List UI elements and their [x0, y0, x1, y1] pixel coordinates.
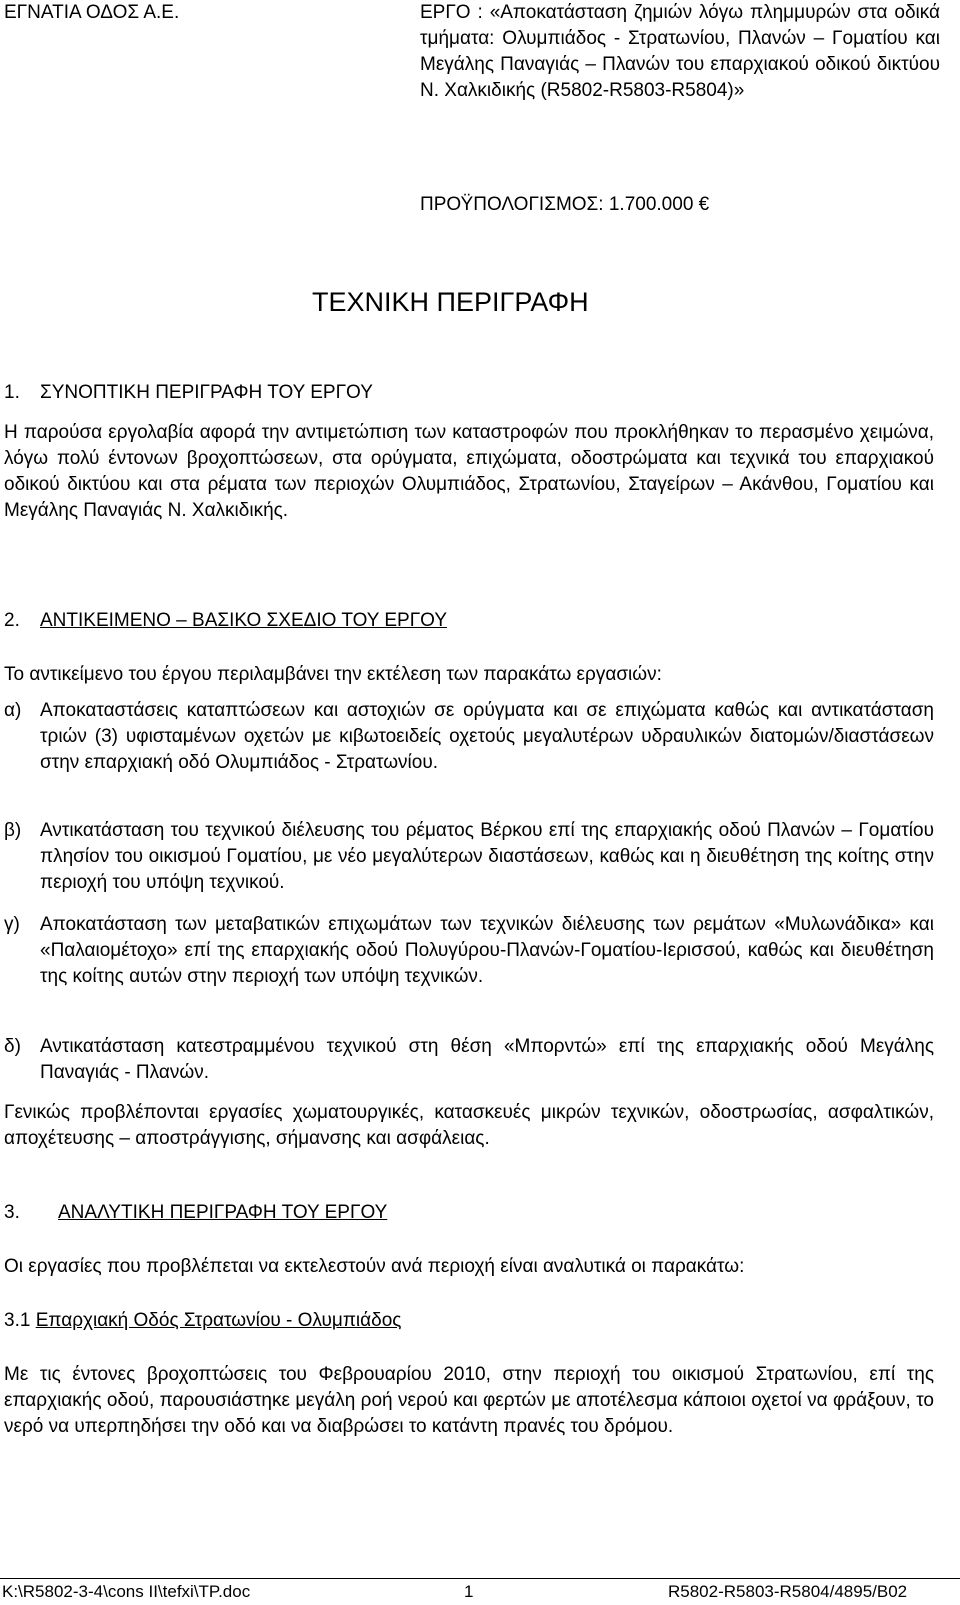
section-1-heading: [4, 380, 373, 406]
page-footer: [0, 1578, 960, 1605]
list-item: [4, 698, 934, 776]
list-item: [4, 818, 934, 896]
section-2-intro: Το αντικείμενο του έργου περιλαμβάνει την εκτέλεση των παρακάτω εργασιών:: [4, 664, 662, 685]
section-2-number: 2.: [4, 610, 20, 631]
list-item: [4, 912, 934, 990]
section-1-title: ΣΥΝΟΠΤΙΚΗ ΠΕΡΙΓΡΑΦΗ ΤΟΥ ΕΡΓΟΥ: [40, 382, 373, 403]
document-title: ΤΕΧΝΙΚΗ ΠΕΡΙΓΡΑΦΗ: [312, 287, 589, 317]
section-1-number: 1.: [4, 382, 20, 403]
section-2-heading: [4, 608, 447, 634]
subsection-3-1-number: 3.1: [4, 1310, 31, 1331]
section-3-heading: [4, 1200, 387, 1226]
list-marker: β): [4, 820, 22, 841]
budget-line: ΠΡΟΫΠΟΛΟΓΙΣΜΟΣ: 1.700.000 €: [420, 194, 710, 215]
list-item-text: Αντικατάσταση κατεστραμμένου τεχνικού στη θέση «Μπορντώ» επί της επαρχιακής οδού Μεγάλης Παναγιάς - Πλανών.: [40, 1036, 934, 1083]
organization-name: ΕΓΝΑΤΙΑ ΟΔΟΣ Α.Ε.: [4, 2, 180, 23]
list-item-text: Αποκαταστάσεις καταπτώσεων και αστοχιών σε ορύγματα και σε επιχώματα καθώς και αντικατάσταση τριών (3) υφισταμένων οχετών με κιβωτοειδείς οχετούς μεγαλυτέρων υδραυλικών διατομών/διαστάσεων στην επαρχιακή οδό Ολυμπιάδος - Στρατωνίου.: [40, 700, 934, 773]
list-item-text: Αποκατάσταση των μεταβατικών επιχωμάτων των τεχνικών διέλευσης των ρεμάτων «Μυλωνάδικα» και «Παλαιομέτοχο» επί της επαρχιακής οδού Πολυγύρου-Πλανών-Γοματίου-Ιερισσού, καθώς και διευθέτηση της κοίτης αυτών στην περιοχή των υπόψη τεχνικών.: [40, 914, 934, 987]
list-item-text: Αντικατάσταση του τεχνικού διέλευσης του ρέματος Βέρκου επί της επαρχιακής οδού Πλανών – Γοματίου πλησίον του οικισμού Γοματίου, με νέο μεγαλύτερων διαστάσεων, καθώς και η διευθέτηση της κοίτης στην περιοχή του υπόψη τεχνικού.: [40, 820, 934, 893]
section-3-number: 3.: [4, 1202, 20, 1223]
section-3-intro: Οι εργασίες που προβλέπεται να εκτελεστούν ανά περιοχή είναι αναλυτικά οι παρακάτω:: [4, 1256, 745, 1277]
subsection-3-1-text: Με τις έντονες βροχοπτώσεις του Φεβρουαρίου 2010, στην περιοχή του οικισμού Στρατωνίου, επί της επαρχιακής οδού, παρουσιάστηκε μεγάλη ροή νερού και φερτών με αποτέλεσμα κάποιοι οχετοί να φράξουν, το νερό να υπερπηδήσει την οδό και να διαβρώσει το κατάντη πρανές του δρόμου.: [4, 1364, 934, 1437]
list-marker: γ): [4, 914, 20, 935]
footer-reference: R5802-R5803-R5804/4895/B02: [668, 1582, 908, 1601]
footer-file-path: K:\R5802-3-4\cons II\tefxi\TP.doc: [2, 1582, 251, 1601]
list-marker: δ): [4, 1036, 21, 1057]
list-marker: α): [4, 700, 22, 721]
list-item: [4, 1034, 934, 1086]
section-1-text: Η παρούσα εργολαβία αφορά την αντιμετώπιση των καταστροφών που προκλήθηκαν το περασμένο χειμώνα, λόγω πολύ έντονων βροχοπτώσεων, στα ορύγματα, επιχώματα, οδοστρώματα και τεχνικά του επαρχιακού οδικού δικτύου και στα ρέματα των περιοχών Ολυμπιάδος, Στρατωνίου, Σταγείρων – Ακάνθου, Γοματίου και Μεγάλης Παναγιάς Ν. Χαλκιδικής.: [4, 422, 934, 521]
section-2-title: ΑΝΤΙΚΕΙΜΕΝΟ – ΒΑΣΙΚΟ ΣΧΕΔΙΟ ΤΟΥ ΕΡΓΟΥ: [40, 610, 448, 631]
project-title: ΕΡΓΟ : «Αποκατάσταση ζημιών λόγω πλημμυρών στα οδικά τμήματα: Ολυμπιάδος - Στρατωνίου, Πλανών – Γοματίου και Μεγάλης Παναγιάς – Πλανών του επαρχιακού οδικού δικτύου Ν. Χαλκιδικής (R5802-R5803-R5804)»: [420, 2, 940, 101]
subsection-3-1-title: Επαρχιακή Οδός Στρατωνίου - Ολυμπιάδος: [35, 1310, 402, 1331]
footer-page-number: 1: [464, 1582, 474, 1601]
section-2-closing: Γενικώς προβλέπονται εργασίες χωματουργικές, κατασκευές μικρών τεχνικών, οδοστρωσίας, ασφαλτικών, αποχέτευσης – αποστράγγισης, σήμανσης και ασφάλειας.: [4, 1102, 934, 1149]
section-3-title: ΑΝΑΛΥΤΙΚΗ ΠΕΡΙΓΡΑΦΗ ΤΟΥ ΕΡΓΟΥ: [58, 1202, 388, 1223]
subsection-3-1-heading: [4, 1308, 401, 1334]
